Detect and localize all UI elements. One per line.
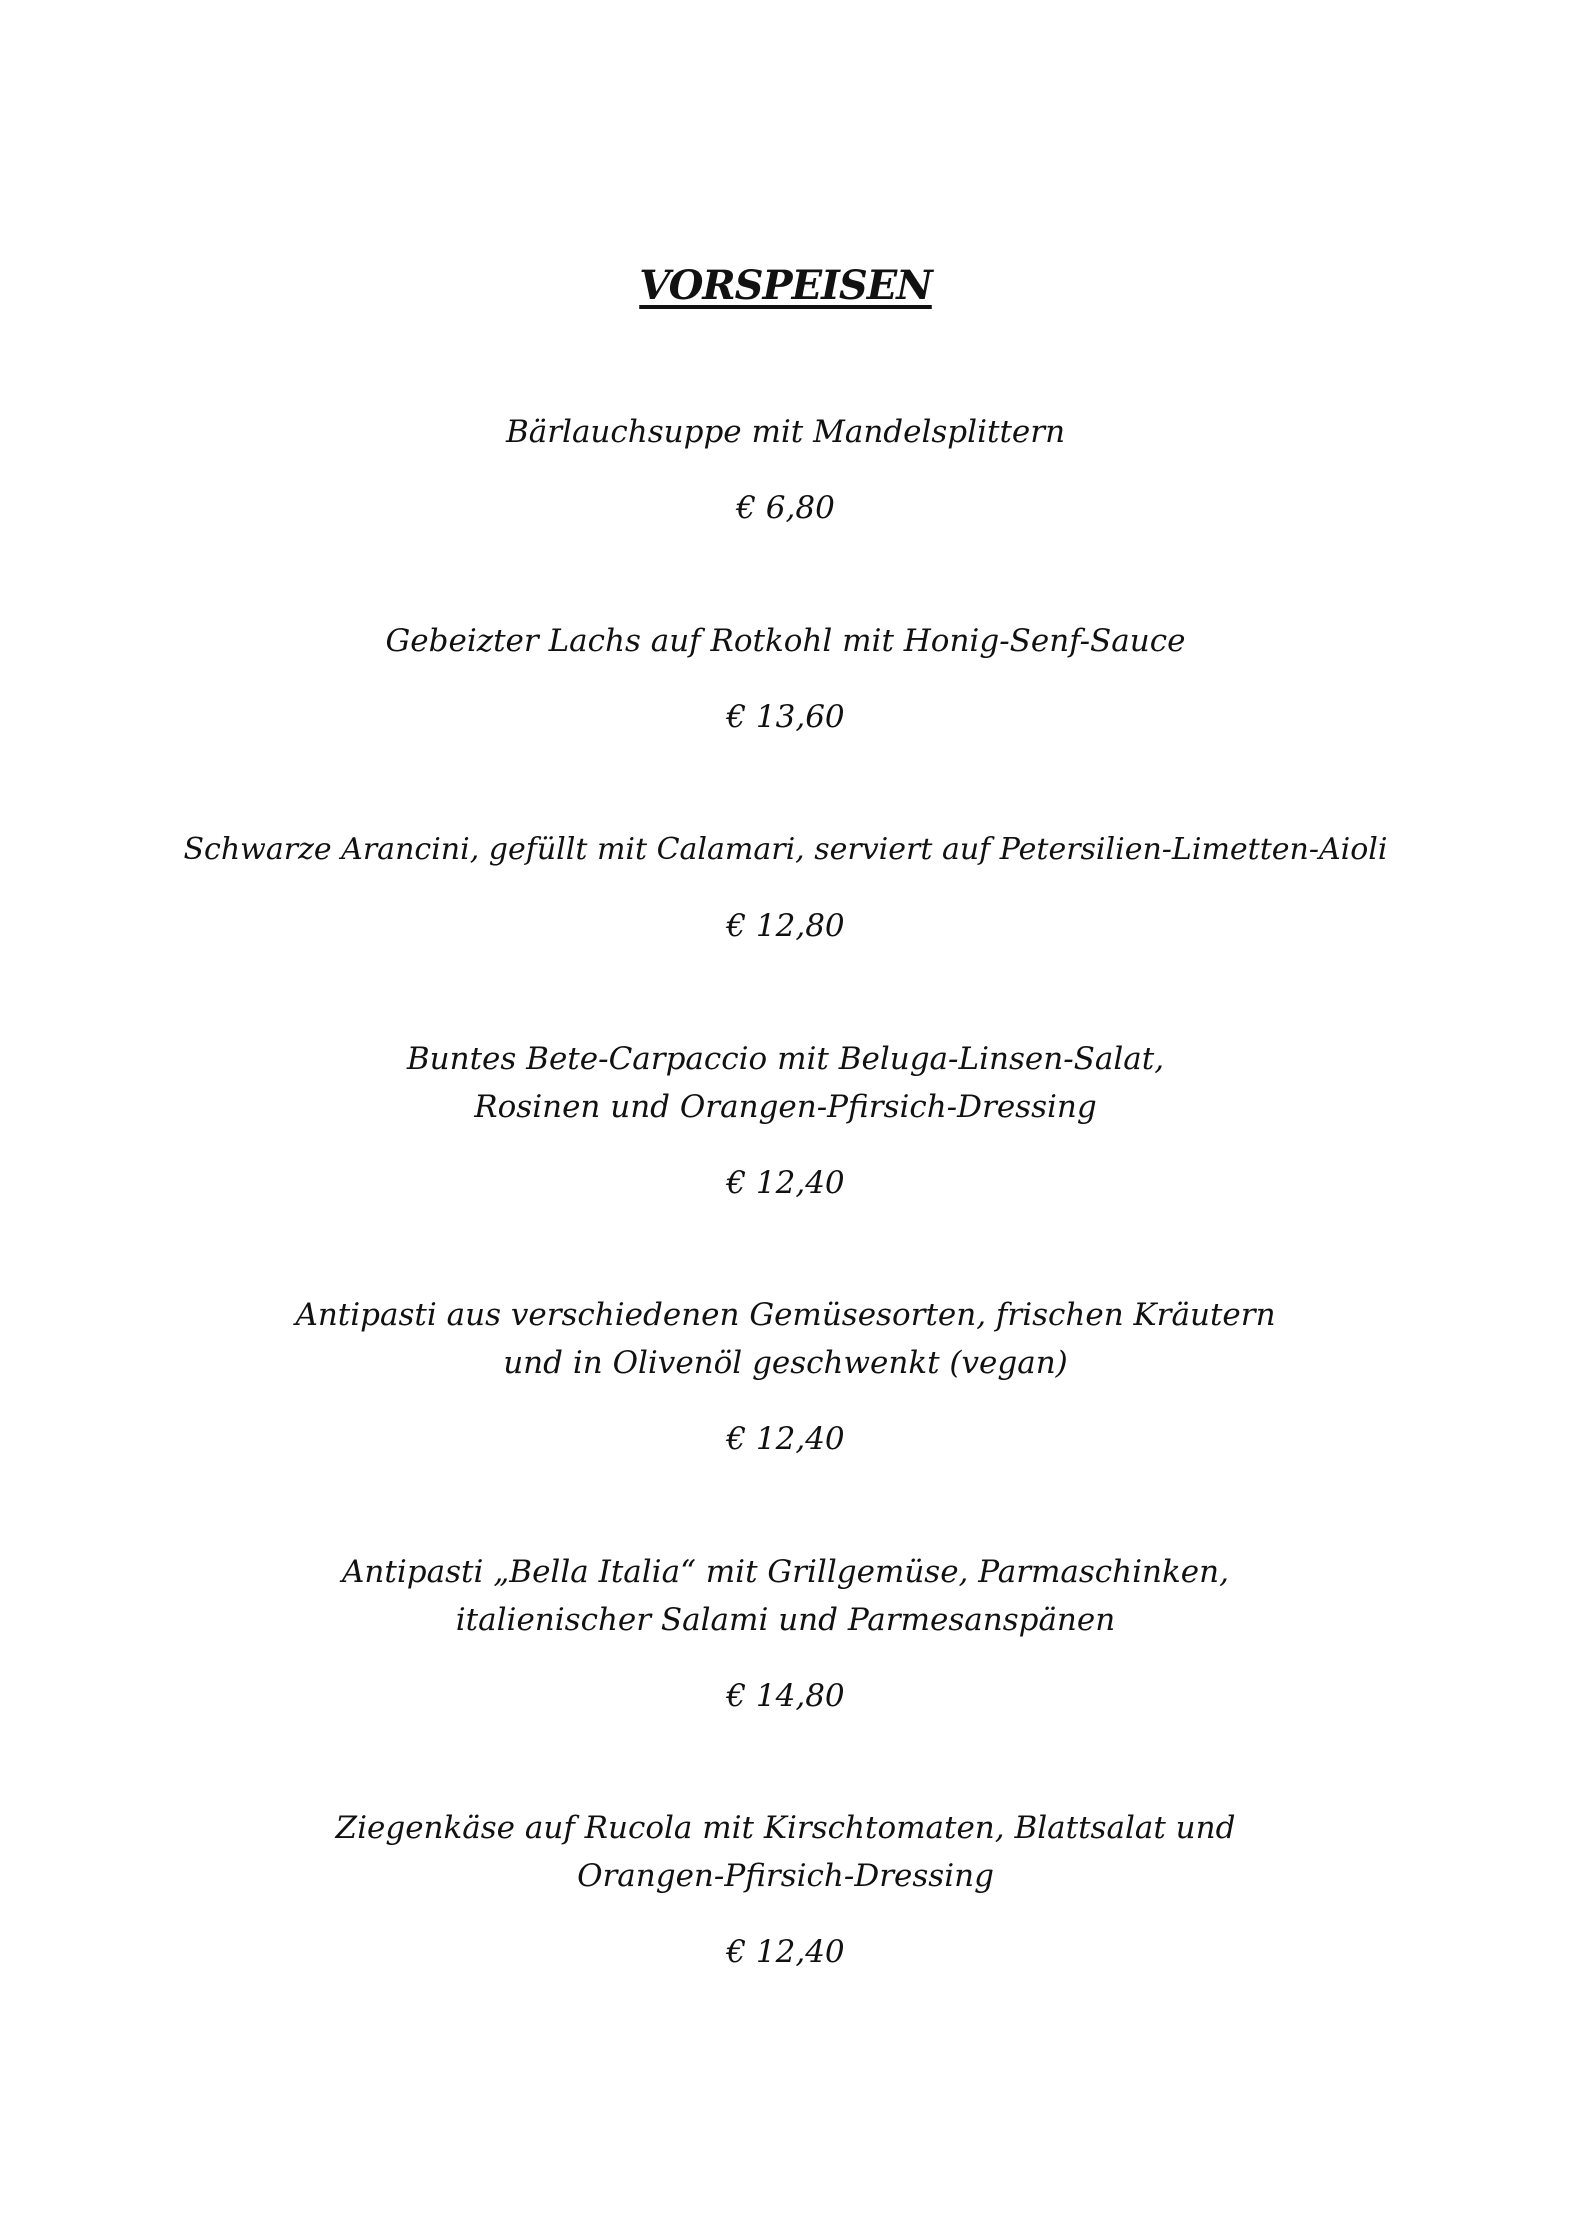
menu-item-description — [0, 826, 1571, 874]
menu-item — [0, 1291, 1571, 1457]
menu-item-description — [0, 408, 1571, 456]
menu-item-price: € 12,40 — [726, 1934, 845, 1970]
menu-item-description — [0, 1804, 1571, 1900]
menu-item — [0, 1804, 1571, 1970]
menu-item-price: € 14,80 — [726, 1678, 845, 1714]
menu-item-line: und in Olivenöl geschwenkt (vegan) — [503, 1345, 1068, 1381]
menu-item — [0, 1035, 1571, 1201]
menu-item — [0, 617, 1571, 735]
menu-item — [0, 1548, 1571, 1714]
menu-item-price: € 12,80 — [726, 908, 845, 944]
menu-item-line: italienischer Salami und Parmesanspänen — [455, 1602, 1116, 1638]
menu-title: VORSPEISEN — [639, 262, 932, 309]
menu-item-price: € 6,80 — [736, 490, 835, 526]
menu-item-price: € 12,40 — [726, 1421, 845, 1457]
menu-item-price: € 13,60 — [726, 699, 845, 735]
menu-item-line: Orangen-Pfirsich-Dressing — [577, 1858, 994, 1894]
menu-item-line: Rosinen und Orangen-Pfirsich-Dressing — [474, 1089, 1097, 1125]
menu-item — [0, 826, 1571, 944]
menu-item-line: Ziegenkäse auf Rucola mit Kirschtomaten, Blattsalat und — [335, 1810, 1236, 1846]
menu-item-price: € 12,40 — [726, 1165, 845, 1201]
menu-item-line: Buntes Bete-Carpaccio mit Beluga-Linsen-Salat, — [406, 1041, 1165, 1077]
menu-item-line: Antipasti aus verschiedenen Gemüsesorten, frischen Kräutern — [295, 1297, 1276, 1333]
menu-item-description — [0, 1035, 1571, 1131]
menu-item-line: Schwarze Arancini, gefüllt mit Calamari, serviert auf Petersilien-Limetten-Aioli — [183, 832, 1388, 867]
menu-item-description — [0, 617, 1571, 665]
menu-item — [0, 408, 1571, 526]
menu-item-description — [0, 1548, 1571, 1644]
menu-item-description — [0, 1291, 1571, 1387]
menu-item-line: Gebeizter Lachs auf Rotkohl mit Honig-Senf-Sauce — [385, 623, 1186, 659]
menu-item-line: Antipasti „Bella Italia“ mit Grillgemüse, Parmaschinken, — [342, 1554, 1229, 1590]
menu-item-line: Bärlauchsuppe mit Mandelsplittern — [505, 414, 1066, 450]
